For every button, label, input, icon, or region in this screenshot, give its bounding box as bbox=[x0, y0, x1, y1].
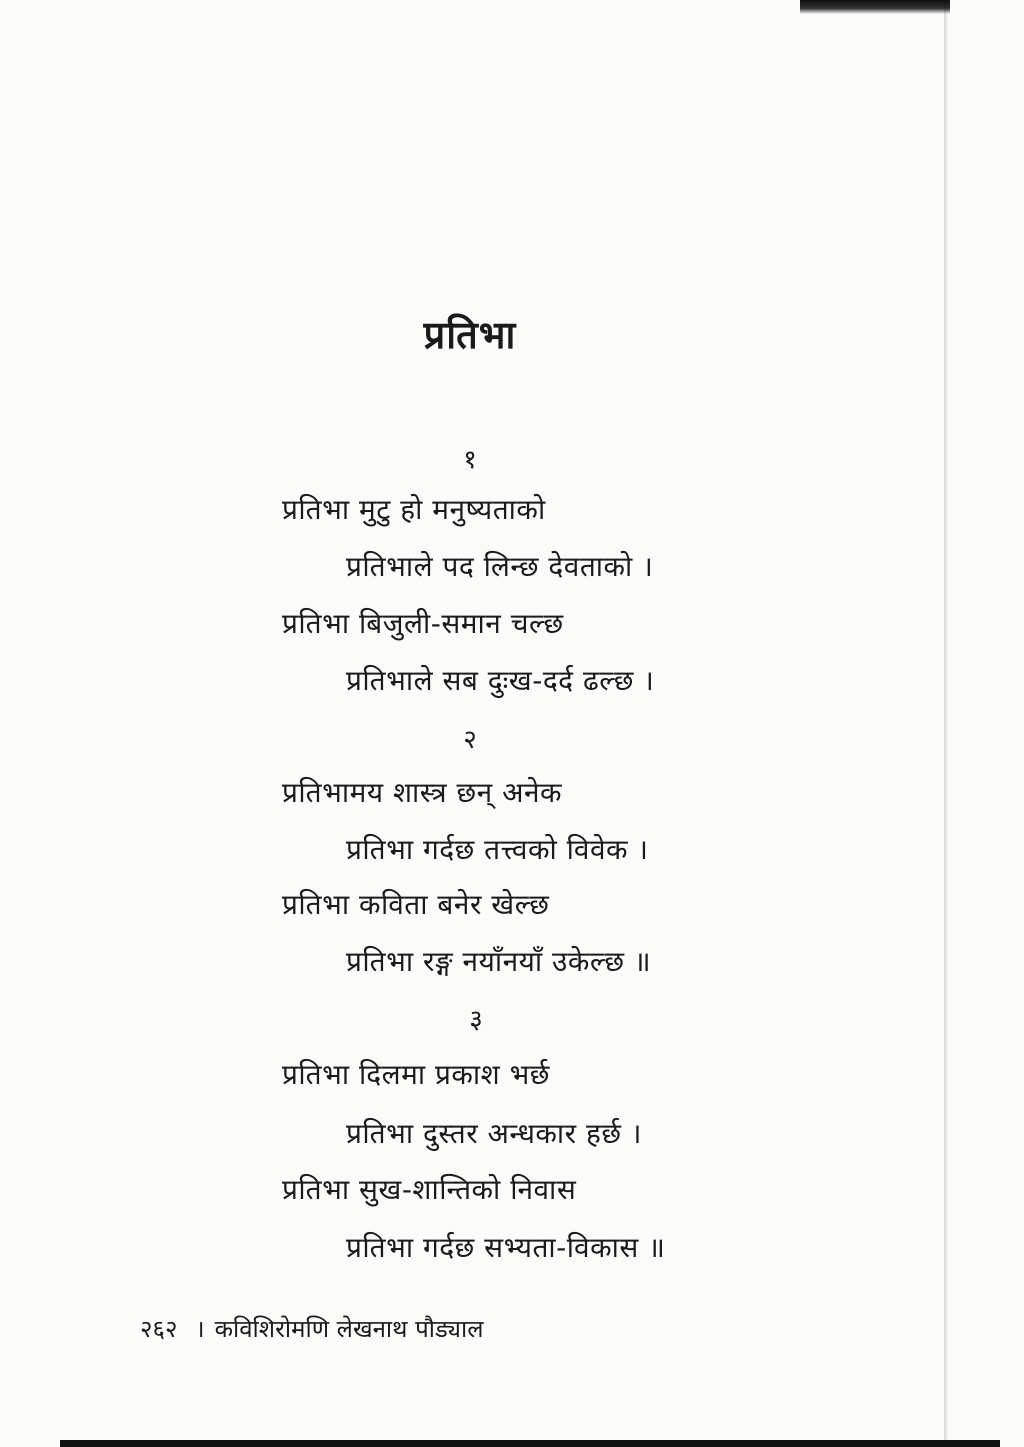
poem-title: प्रतिभा bbox=[423, 313, 517, 357]
scan-edge-top bbox=[800, 0, 950, 14]
poem-line: प्रतिभाले पद लिन्छ देवताको । bbox=[346, 550, 654, 583]
scan-edge-bottom bbox=[60, 1440, 1000, 1447]
scan-edge-right bbox=[944, 0, 948, 1447]
footer-separator: । bbox=[195, 1315, 205, 1343]
poem-line: प्रतिभा कविता बनेर खेल्छ bbox=[282, 888, 550, 921]
poem-line: प्रतिभा दिलमा प्रकाश भर्छ bbox=[282, 1058, 550, 1091]
poem-line: प्रतिभा सुख-शान्तिको निवास bbox=[282, 1173, 577, 1206]
stanza-number: १ bbox=[463, 445, 477, 475]
stanza-number: ३ bbox=[469, 1005, 483, 1035]
poem-line: प्रतिभाले सब दुःख-दर्द ढल्छ । bbox=[346, 664, 655, 697]
book-title: कविशिरोमणि लेखनाथ पौड्याल bbox=[214, 1315, 484, 1343]
poem-line: प्रतिभामय शास्त्र छन् अनेक bbox=[282, 776, 563, 809]
page-number: २६२ bbox=[140, 1315, 178, 1343]
poem-line: प्रतिभा बिजुली-समान चल्छ bbox=[282, 607, 564, 640]
stanza-number: २ bbox=[463, 725, 477, 755]
poem-line: प्रतिभा दुस्तर अन्धकार हर्छ । bbox=[346, 1117, 643, 1150]
page-footer bbox=[140, 1312, 484, 1345]
poem-line: प्रतिभा गर्दछ तत्त्वको विवेक । bbox=[346, 833, 649, 866]
poem-line: प्रतिभा रङ्ग नयाँनयाँ उकेल्छ ॥ bbox=[346, 945, 652, 978]
poem-line: प्रतिभा मुटु हो मनुष्यताको bbox=[282, 493, 546, 526]
poem-line: प्रतिभा गर्दछ सभ्यता-विकास ॥ bbox=[346, 1231, 666, 1264]
